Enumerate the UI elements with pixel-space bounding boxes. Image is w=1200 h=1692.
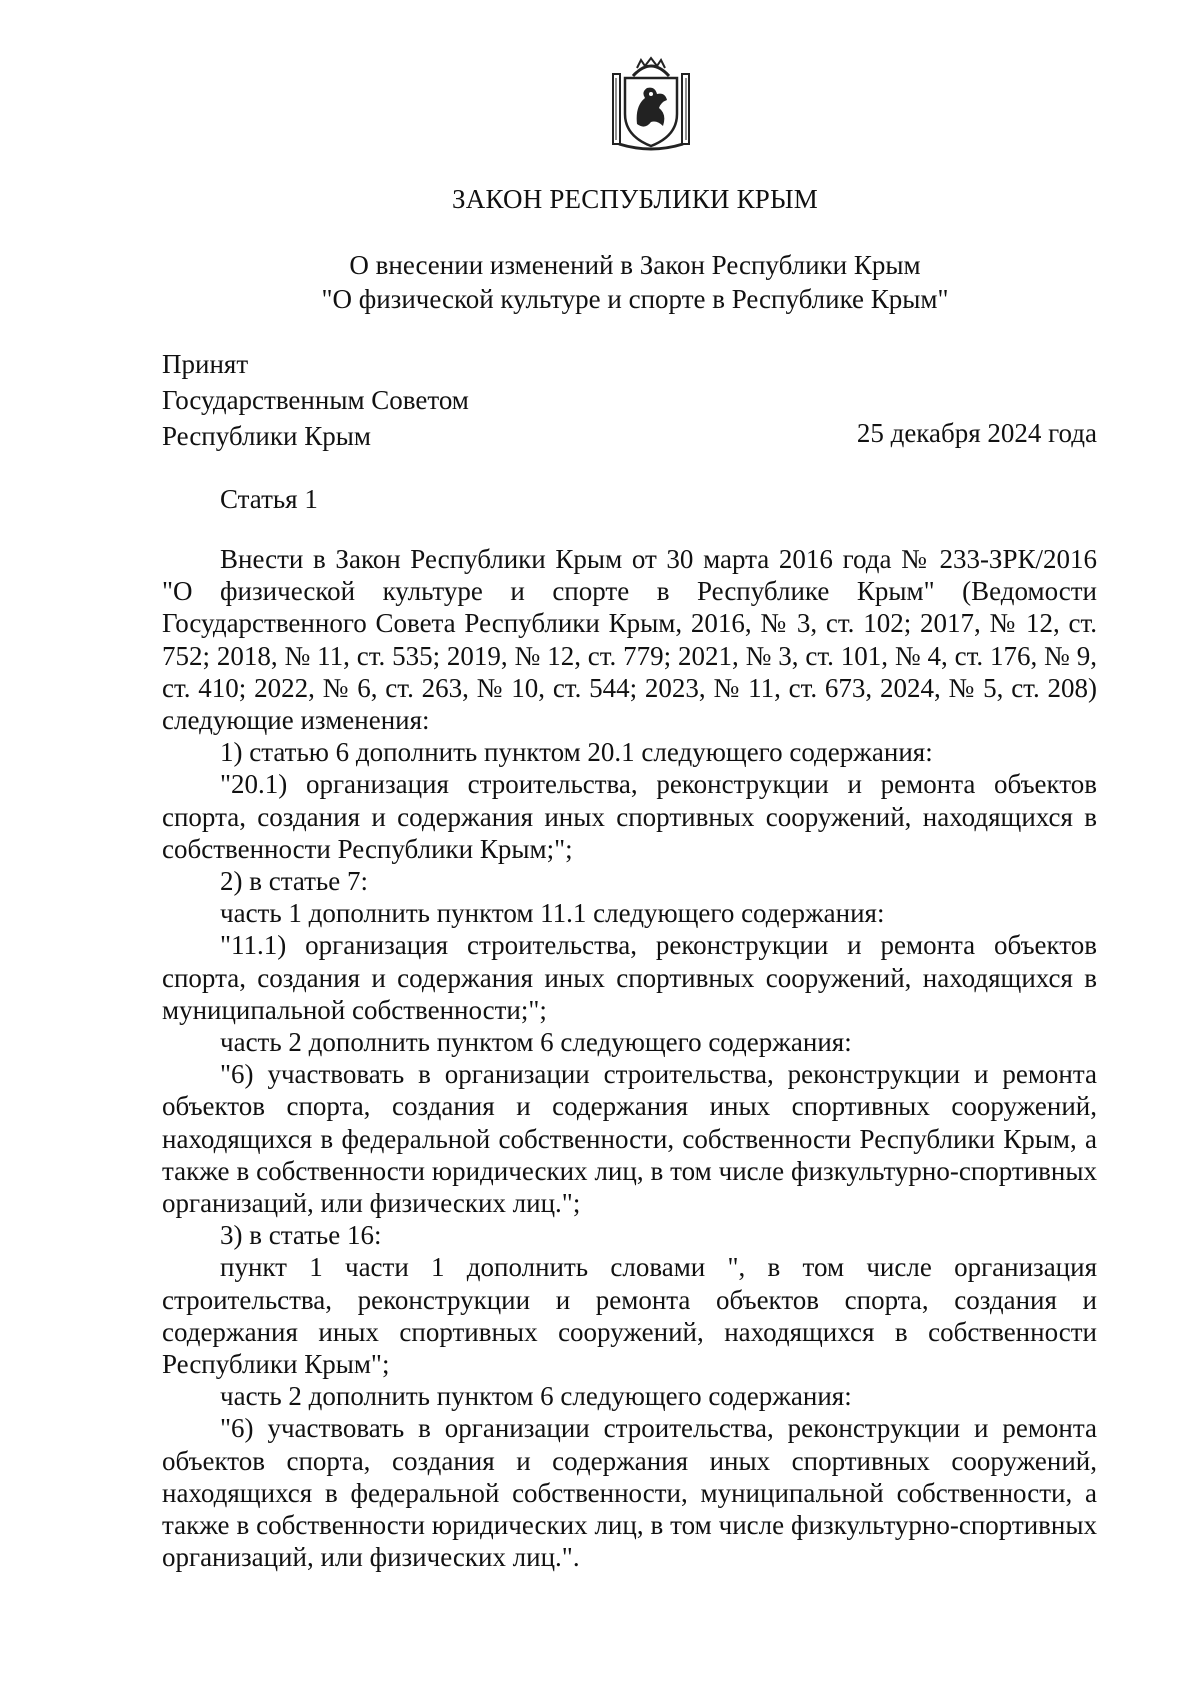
article-paragraph: "6) участвовать в организации строительства, реконструкции и ремонта объектов спорта, создания и содержания иных спортивных сооружений, находящихся в федеральной собственности, муниципальной собственности, а также в собственности юридических лиц, в том числе физкультурно-спортивных организаций, или физических лиц.". [162,1413,1097,1573]
adoption-line: Государственным Советом [162,385,469,415]
article-paragraph: часть 1 дополнить пунктом 11.1 следующего содержания: [220,898,885,929]
article-paragraph: часть 2 дополнить пунктом 6 следующего содержания: [220,1381,852,1412]
adoption-line: Республики Крым [162,421,371,451]
article-paragraph: 2) в статье 7: [220,866,368,897]
adoption-date: 25 декабря 2024 года [856,418,1097,448]
article-paragraph: "11.1) организация строительства, реконструкции и ремонта объектов спорта, создания и содержания иных спортивных сооружений, находящихся в муниципальной собственности;"; [162,930,1097,1025]
article-paragraph: часть 2 дополнить пунктом 6 следующего содержания: [220,1027,852,1058]
document-subtitle [0,248,1200,316]
article-paragraph: Внести в Закон Республики Крым от 30 марта 2016 года № 233-ЗРК/2016 "О физической культуре и спорте в Республике Крым" (Ведомости Государственного Совета Республики Крым, 2016, № 3, ст. 102; 2017, № 12, ст. 752; 2018, № 11, ст. 535; 2019, № 12, ст. 779; 2021, № 3, ст. 101, № 4, ст. 176, № 9, ст. 410; 2022, № 6, ст. 263, № 10, ст. 544; 2023, № 11, ст. 673, 2024, № 5, ст. 208) следующие изменения: [162,544,1097,736]
adoption-block [162,346,469,454]
article-body [162,543,1097,1574]
crimea-coat-of-arms-icon [611,54,691,154]
article-paragraph: "20.1) организация строительства, реконструкции и ремонта объектов спорта, создания и содержания иных спортивных сооружений, находящихся в собственности Республики Крым;"; [162,769,1097,864]
adoption-line: Принят [162,349,249,379]
article-paragraph: 1) статью 6 дополнить пунктом 20.1 следующего содержания: [220,737,933,768]
subtitle-line: О внесении изменений в Закон Республики Крым [349,250,921,280]
subtitle-line: "О физической культуре и спорте в Республике Крым" [321,284,949,314]
article-paragraph: "6) участвовать в организации строительства, реконструкции и ремонта объектов спорта, создания и содержания иных спортивных сооружений, находящихся в федеральной собственности, собственности Республики Крым, а также в собственности юридических лиц, в том числе физкультурно-спортивных организаций, или физических лиц."; [162,1059,1097,1219]
document-title: ЗАКОН РЕСПУБЛИКИ КРЫМ [452,184,818,214]
article-paragraph: пункт 1 части 1 дополнить словами ", в том числе организация строительства, реконструкции и ремонта объектов спорта, создания и содержания иных спортивных сооружений, находящихся в собственности Республики Крым"; [162,1252,1097,1380]
article-heading: Статья 1 [220,484,318,514]
article-paragraph: 3) в статье 16: [220,1220,382,1251]
